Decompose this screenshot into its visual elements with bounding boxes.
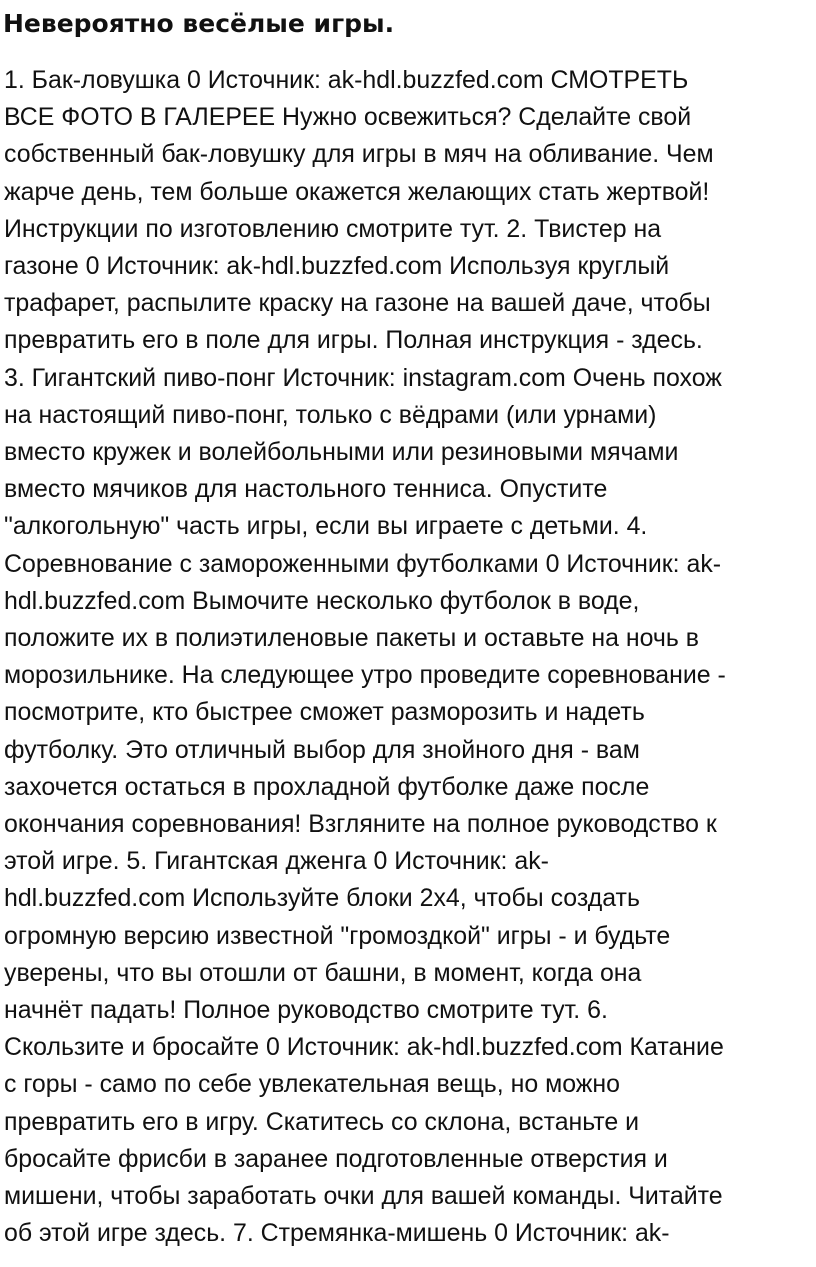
text-line: жарче день, тем больше окажется желающих стать жертвой! (4, 177, 710, 206)
text-line: окончания соревнования! Взгляните на полное руководство к (4, 810, 717, 839)
text-line: Скользите и бросайте 0 Источник: ak-hdl.buzzfed.com Катание (4, 1033, 724, 1062)
text-line: вместо мячиков для настольного тенниса. Опустите (4, 475, 608, 504)
document-title: Невероятно весёлые игры. (3, 9, 395, 38)
text-line: уверены, что вы отошли от башни, в момент, когда она (4, 958, 642, 987)
text-line: положите их в полиэтиленовые пакеты и оставьте на ночь в (4, 624, 699, 653)
text-line: морозильнике. На следующее утро проведите соревнование - (4, 661, 726, 690)
text-line: Инструкции по изготовлению смотрите тут. 2. Твистер на (4, 214, 662, 243)
text-line: об этой игре здесь. 7. Стремянка-мишень 0 Источник: ak- (4, 1219, 670, 1248)
text-line: вместо кружек и волейбольными или резиновыми мячами (4, 438, 679, 467)
text-line: огромную версию известной "громоздкой" игры - и будьте (4, 921, 671, 950)
text-line: превратить его в поле для игры. Полная инструкция - здесь. (4, 326, 703, 355)
text-line: 1. Бак-ловушка 0 Источник: ak-hdl.buzzfed.com СМОТРЕТЬ (4, 66, 689, 94)
text-line: посмотрите, кто быстрее сможет разморозить и надеть (4, 698, 645, 727)
text-line: ВСЕ ФОТО В ГАЛЕРЕЕ Нужно освежиться? Сделайте свой (4, 103, 692, 132)
text-line: футболку. Это отличный выбор для знойного дня - вам (4, 735, 640, 764)
text-line: с горы - само по себе увлекательная вещь, но можно (4, 1070, 621, 1099)
text-line: Соревнование с замороженными футболками 0 Источник: ak- (4, 549, 722, 578)
text-line: газоне 0 Источник: ak-hdl.buzzfed.com Используя круглый (4, 252, 670, 281)
text-line: собственный бак-ловушку для игры в мяч на обливание. Чем (4, 140, 714, 169)
text-line: на настоящий пиво-понг, только с вёдрами (или урнами) (4, 400, 657, 429)
document-body (4, 62, 814, 1253)
text-line: hdl.buzzfed.com Вымочите несколько футболок в воде, (4, 586, 640, 615)
text-line: начнёт падать! Полное руководство смотрите тут. 6. (4, 996, 608, 1025)
text-line: захочется остаться в прохладной футболке даже после (4, 772, 650, 801)
text-line: трафарет, распылите краску на газоне на вашей даче, чтобы (4, 289, 711, 318)
text-line: "алкогольную" часть игры, если вы играете с детьми. 4. (4, 512, 648, 541)
text-line: бросайте фрисби в заранее подготовленные отверстия и (4, 1144, 668, 1173)
text-line: этой игре. 5. Гигантская дженга 0 Источник: ak- (4, 847, 549, 876)
text-line: превратить его в игру. Скатитесь со склона, встаньте и (4, 1107, 640, 1136)
text-line: hdl.buzzfed.com Используйте блоки 2х4, чтобы создать (4, 884, 640, 913)
text-line: 3. Гигантский пиво-понг Источник: instagram.com Очень похож (4, 363, 722, 392)
text-line: мишени, чтобы заработать очки для вашей команды. Читайте (4, 1182, 723, 1211)
